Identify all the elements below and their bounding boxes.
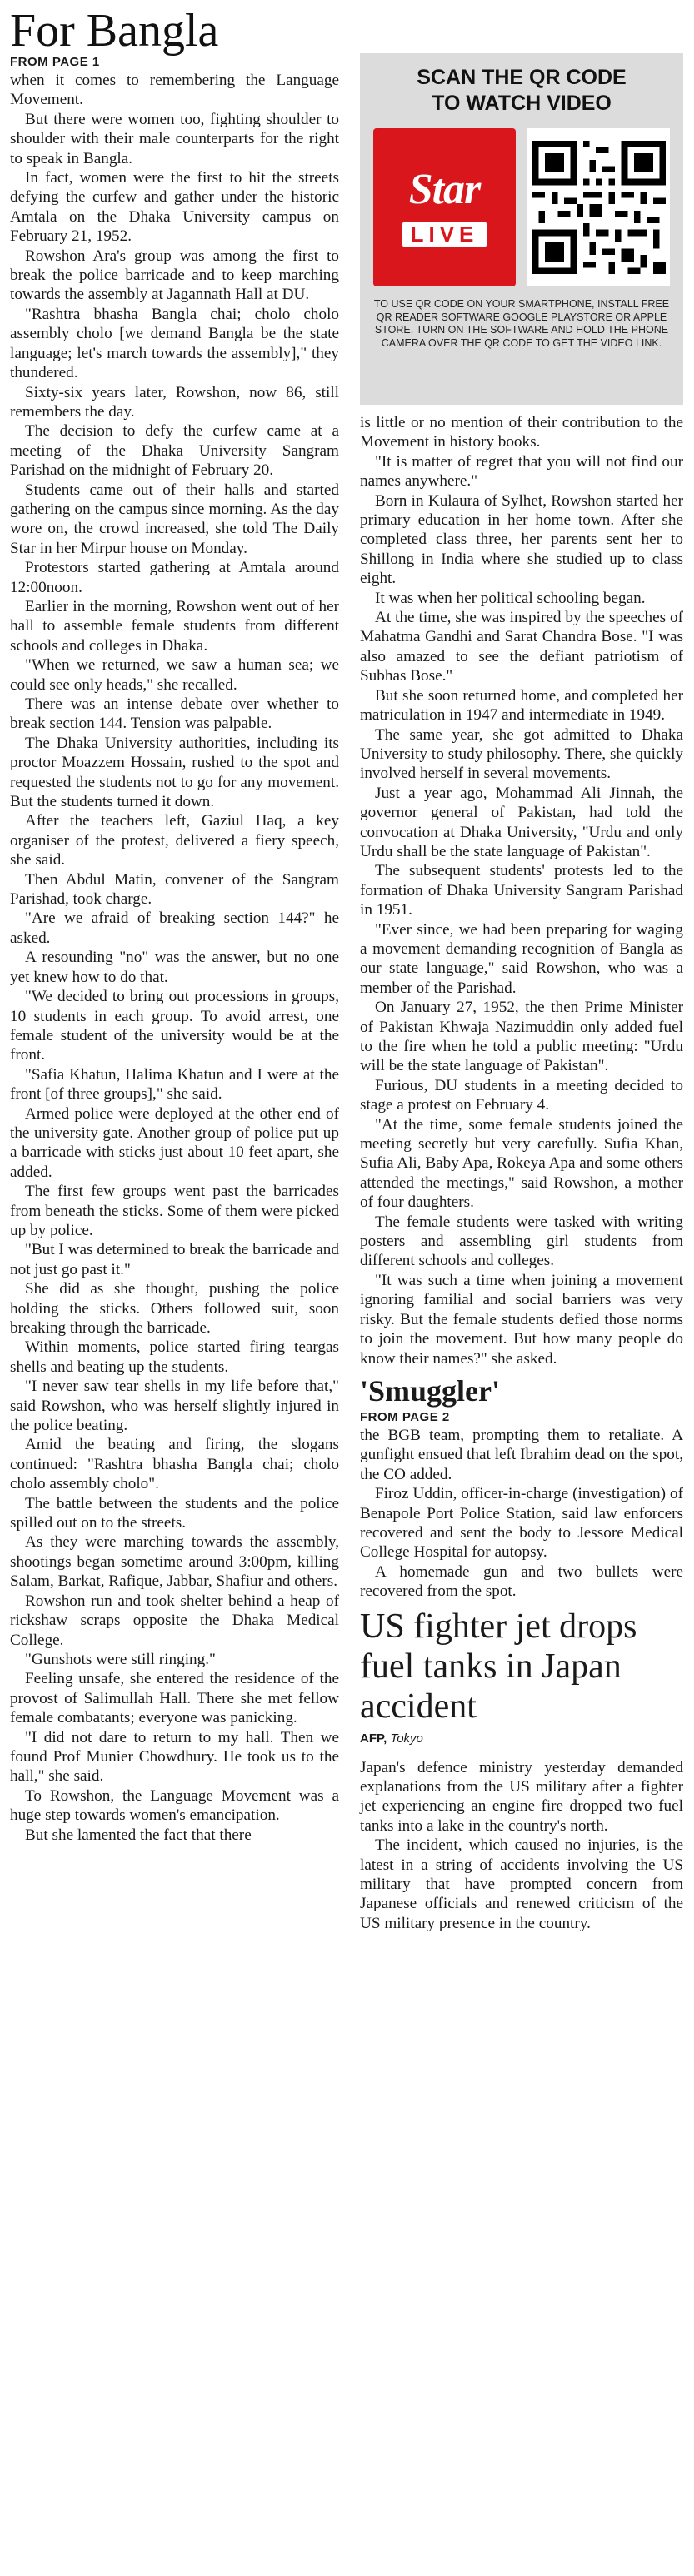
- paragraph: Born in Kulaura of Sylhet, Rowshon started her primary education in her home town. After she completed class three, her parents sent her to Shillong in India where she studied up to class eight.: [360, 491, 683, 588]
- paragraph: "Safia Khatun, Halima Khatun and I were at the front [of three groups]," she said.: [10, 1065, 339, 1104]
- page-title: For Bangla: [10, 5, 219, 57]
- qr-title-line2: TO WATCH VIDEO: [432, 92, 612, 115]
- smuggler-headline: 'Smuggler': [360, 1373, 500, 1408]
- from-page-label: FROM PAGE 1: [10, 55, 100, 69]
- article-body-right: [360, 413, 683, 1368]
- paragraph: A homemade gun and two bullets were recovered from the spot.: [360, 1562, 683, 1601]
- paragraph: "Rashtra bhasha Bangla chai; cholo cholo assembly cholo [we demand Bangla be the state language; let's march towards the assembly]," they thundered.: [10, 305, 339, 382]
- paragraph: The female students were tasked with writing posters and assembling girl students from different schools and colleges.: [360, 1213, 683, 1270]
- qr-title-line1: SCAN THE QR CODE: [417, 66, 627, 89]
- paragraph: Amid the beating and firing, the slogans continued: "Rashtra bhasha Bangla chai; cholo cholo assembly cholo".: [10, 1436, 339, 1493]
- byline-agency: AFP,: [360, 1731, 387, 1746]
- paragraph: the BGB team, prompting them to retaliate. A gunfight ensued that left Ibrahim dead on the spot, the CO added.: [360, 1426, 683, 1483]
- paragraph: "We decided to bring out processions in groups, 10 students in each group. To avoid arrest, one female student of the university would be at the front.: [10, 988, 339, 1064]
- paragraph: But she soon returned home, and completed her matriculation in 1947 and intermediate in 1949.: [360, 686, 683, 725]
- paragraph: Then Abdul Matin, convener of the Sangram Parishad, took charge.: [10, 870, 339, 909]
- paragraph: But there were women too, fighting shoulder to shoulder with their male counterparts for the right to speak in Bangla.: [10, 110, 339, 167]
- paragraph: when it comes to remembering the Language Movement.: [10, 72, 339, 109]
- paragraph: Furious, DU students in a meeting decided to stage a protest on February 4.: [360, 1076, 683, 1114]
- paragraph: Rowshon Ara's group was among the first to break the police barricade and to keep marching towards the assembly at Jagannath Hall at DU.: [10, 247, 339, 304]
- paragraph: "Are we afraid of breaking section 144?" he asked.: [10, 909, 339, 947]
- live-logo-word: LIVE: [402, 222, 487, 247]
- paragraph: In fact, women were the first to hit the streets defying the curfew and gather under the historic Amtala on the Dhaka University campus on February 21, 1952.: [10, 169, 339, 246]
- smuggler-from-page-label: FROM PAGE 2: [360, 1409, 450, 1424]
- paragraph: Firoz Uddin, officer-in-charge (investigation) of Benapole Port Police Station, said law enforcers recovered and sent the body to Jessore Medical College Hospital for autopsy.: [360, 1485, 683, 1562]
- paragraph: The incident, which caused no injuries, is the latest in a string of accidents involving the US military that have prompted concern from Japanese officials and renewed criticism of the US military presence in the country.: [360, 1836, 683, 1932]
- paragraph: Protestors started gathering at Amtala around 12:00noon.: [10, 559, 339, 596]
- paragraph: "It was such a time when joining a movement ignoring familial and social barriers was very risky. But the female students defied those norms to join the movement. But how many people do know their names?" she asked.: [360, 1271, 683, 1368]
- us-jet-byline: [360, 1731, 683, 1751]
- paragraph: Just a year ago, Mohammad Ali Jinnah, the governor general of Pakistan, had told the convocation at Dhaka University, "Urdu and only Urdu shall be the state language of Pakistan".: [360, 784, 683, 860]
- paragraph: "I never saw tear shells in my life before that," said Rowshon, who was herself slightly injured in the police beating.: [10, 1378, 339, 1435]
- paragraph: "When we returned, we saw a human sea; we could see only heads," she recalled.: [10, 656, 339, 694]
- star-live-logo: [373, 128, 516, 286]
- paragraph: On January 27, 1952, the then Prime Minister of Pakistan Khwaja Nazimuddin only added fuel to the fire when he told a public meeting: "Urdu will be the state language of Pakistan".: [360, 999, 683, 1075]
- newspaper-page: [10, 5, 685, 2570]
- paragraph: The same year, she got admitted to Dhaka University to study philosophy. There, she quickly involved herself in several movements.: [360, 725, 683, 783]
- smuggler-body: [360, 1426, 683, 1602]
- paragraph: She did as she thought, pushing the police holding the sticks. Others followed suit, soon breaking through the barricade.: [10, 1280, 339, 1337]
- paragraph: "Gunshots were still ringing.": [25, 1650, 216, 1668]
- byline-place: Tokyo: [390, 1731, 423, 1746]
- paragraph: A resounding "no" was the answer, but no one yet knew how to do that.: [10, 949, 339, 986]
- us-jet-headline: US fighter jet drops fuel tanks in Japan accident: [360, 1607, 637, 1726]
- paragraph: Earlier in the morning, Rowshon went out of her hall to assemble female students from different schools and colleges in Dhaka.: [10, 597, 339, 655]
- paragraph: "I did not dare to return to my hall. Then we found Prof Munier Chowdhury. He took us to the hall," she said.: [10, 1728, 339, 1786]
- qr-promo-title: [373, 65, 670, 117]
- paragraph: Armed police were deployed at the other end of the university gate. Another group of police put up a barricade with sticks just about 10 feet apart, she added.: [10, 1104, 339, 1181]
- us-jet-body: [360, 1758, 683, 1934]
- right-column: [360, 413, 683, 1933]
- paragraph: But she lamented the fact that there: [25, 1826, 252, 1844]
- paragraph: The Dhaka University authorities, including its proctor Moazzem Hossain, rushed to the spot and requested the students not to go for any movement. But the students turned it down.: [10, 734, 339, 811]
- paragraph: Within moments, police started firing teargas shells and beating up the students.: [10, 1338, 339, 1376]
- paragraph: "But I was determined to break the barricade and not just go past it.": [10, 1241, 339, 1278]
- paragraph: As they were marching towards the assembly, shootings began sometime around 3:00pm, killing Salam, Barkat, Rafique, Jabbar, Shafiur and others.: [10, 1533, 339, 1591]
- paragraph: At the time, she was inspired by the speeches of Mahatma Gandhi and Sarat Chandra Bose. "I was also amazed to see the defiant patriotism of Subhas Bose.": [360, 609, 683, 685]
- paragraph: The battle between the students and the police spilled out on to the streets.: [10, 1494, 339, 1532]
- paragraph: The decision to defy the curfew came at a meeting of the Dhaka University Sangram Parishad on the midnight of February 20.: [10, 422, 339, 480]
- qr-code-icon[interactable]: [527, 128, 670, 286]
- paragraph: is little or no mention of their contribution to the Movement in history books.: [360, 414, 683, 451]
- paragraph: "At the time, some female students joined the meeting secretly but very carefully. Sufia Khan, Sufia Ali, Baby Apa, Rokeya Apa and some others attended the meetings," said Rowshon, a mother of four daughters.: [360, 1115, 683, 1212]
- qr-promo-box: [360, 53, 683, 405]
- left-column: [10, 53, 339, 1845]
- paragraph: The subsequent students' protests led to the formation of Dhaka University Sangram Parishad in 1951.: [360, 862, 683, 919]
- paragraph: "It is matter of regret that you will not find our names anywhere.": [360, 452, 683, 491]
- paragraph: Rowshon run and took shelter behind a heap of rickshaw scraps opposite the Dhaka Medical College.: [10, 1592, 339, 1649]
- paragraph: Sixty-six years later, Rowshon, now 86, still remembers the day.: [10, 383, 339, 421]
- paragraph: Students came out of their halls and started gathering on the campus since morning. As the day wore on, the crowd increased, she told The Daily Star in her Mirpur house on Monday.: [10, 481, 339, 557]
- paragraph: Feeling unsafe, she entered the residence of the provost of Salimullah Hall. There she met fellow female combatants; everyone was panicking.: [10, 1670, 339, 1727]
- paragraph: The first few groups went past the barricades from beneath the sticks. Some of them were picked up by police.: [10, 1183, 339, 1239]
- paragraph: "Ever since, we had been preparing for waging a movement demanding recognition of Bangla as our state language," said Rowshon, who was a member of the Parishad.: [360, 920, 683, 997]
- paragraph: After the teachers left, Gaziul Haq, a key organiser of the protest, delivered a fiery speech, she said.: [10, 812, 339, 869]
- star-logo-word: Star: [408, 165, 481, 213]
- paragraph: There was an intense debate over whether to break section 144. Tension was palpable.: [10, 695, 339, 733]
- article-body-left: [10, 71, 339, 1845]
- qr-instructions: TO USE QR CODE ON YOUR SMARTPHONE, INSTALL FREE QR READER SOFTWARE GOOGLE PLAYSTORE OR APPLE STORE. TURN ON THE SOFTWARE AND HOLD THE PHONE CAMERA OVER THE QR CODE TO GET THE VIDEO LINK.: [373, 298, 670, 349]
- paragraph: Japan's defence ministry yesterday demanded explanations from the US military after a fighter jet experiencing an engine fire dropped two fuel tanks into a lake in the country's north.: [360, 1758, 683, 1835]
- paragraph: To Rowshon, the Language Movement was a huge step towards women's emancipation.: [10, 1786, 339, 1825]
- paragraph: It was when her political schooling began.: [375, 589, 646, 607]
